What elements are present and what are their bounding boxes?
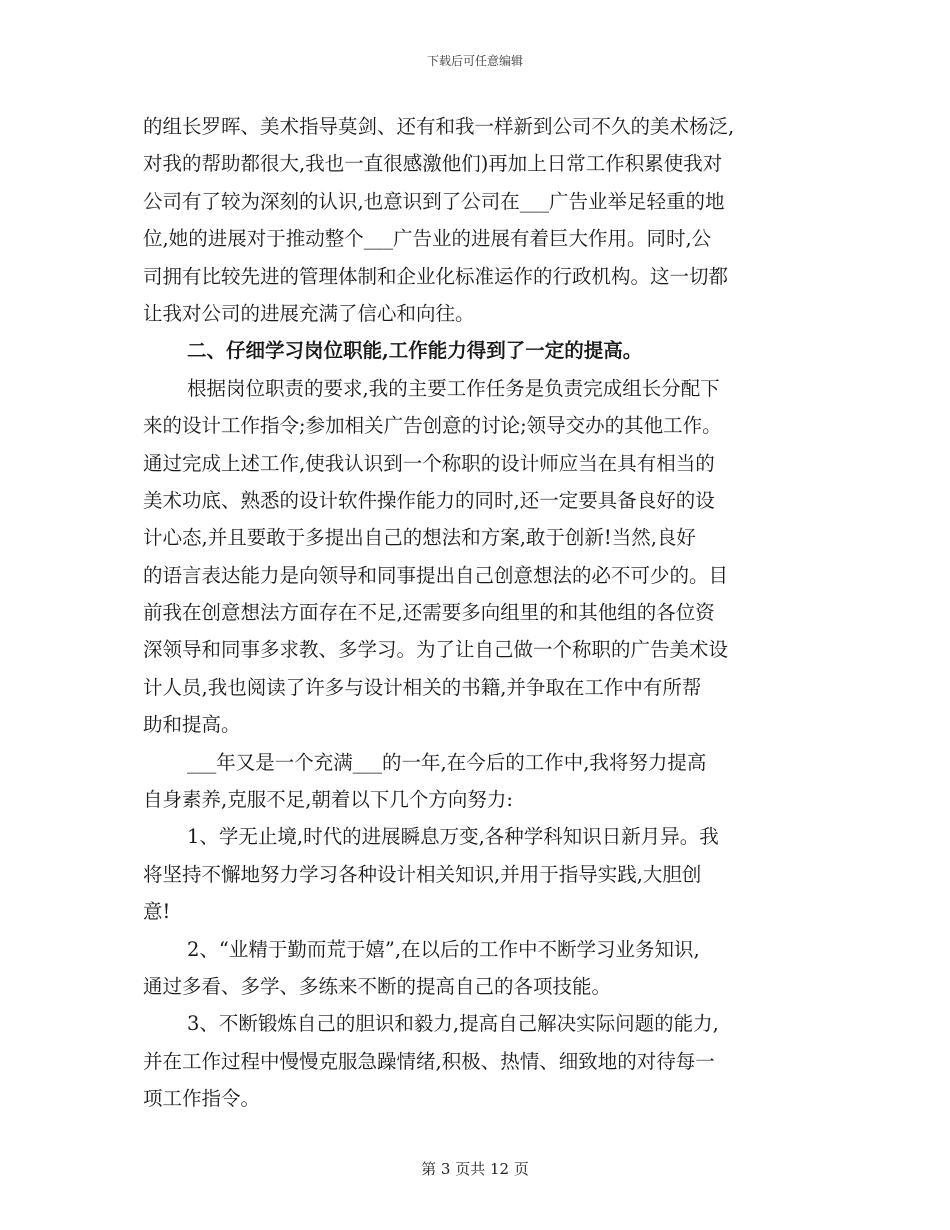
text-line: 计心态,并且要敢于多提出自己的想法和方案,敢于创新!当然,良好 [143,526,696,550]
text-line: ___年又是一个充满___的一年,在今后的工作中,我将努力提高 [187,750,707,774]
text-line: 根据岗位职责的要求,我的主要工作任务是负责完成组长分配下 [187,376,720,400]
text-line: 深领导和同事多求教、多学习。为了让自己做一个称职的广告美术设 [143,638,729,662]
text-line: 项工作指令。 [143,1087,261,1111]
text-line: 来的设计工作指令;参加相关广告创意的讨论;领导交办的其他工作。 [143,414,722,438]
text-line: 位,她的进展对于推动整个___广告业的进展有着巨大作用。同时,公 [143,227,712,251]
text-line: 1、学无止境,时代的进展瞬息万变,各种学科知识日新月异。我 [187,825,719,849]
text-line: 2、“业精于勤而荒于嬉”,在以后的工作中不断学习业务知识, [187,937,700,961]
text-line: 助和提高。 [143,713,241,737]
page-header: 下载后可任意编辑 [426,54,523,68]
text-line: 让我对公司的进展充满了信心和向往。 [143,301,475,325]
text-line: 司拥有比较先进的管理体制和企业化标准运作的行政机构。这一切都 [143,264,729,288]
text-line: 将坚持不懈地努力学习各种设计相关知识,并用于指导实践,大胆创 [143,862,702,886]
text-line: 意! [143,900,171,924]
text-line: 计人员,我也阅读了许多与设计相关的书籍,并争取在工作中有所帮 [143,675,702,699]
text-line: 的语言表达能力是向领导和同事提出自己创意想法的必不可少的。目 [143,563,729,587]
document-body [143,108,811,1118]
text-line: 并在工作过程中慢慢克服急躁情绪,积极、热情、细致地的对待每一 [143,1049,715,1073]
text-line: 自身素养,克服不足,朝着以下几个方向努力: [143,788,513,812]
text-line: 前我在创意想法方面存在不足,还需要多向组里的和其他组的各位资 [143,601,715,625]
text-line: 美术功底、熟悉的设计软件操作能力的同时,还一定要具备良好的设 [143,488,715,512]
text-line: 通过多看、多学、多练来不断的提高自己的各项技能。 [143,974,612,998]
text-line: 对我的帮助都很大,我也一直很感激他们)再加上日常工作积累使我对 [143,152,723,176]
text-line: 公司有了较为深刻的认识,也意识到了公司在___广告业举足轻重的地 [143,189,725,213]
text-line: 的组长罗晖、美术指导莫剑、还有和我一样新到公司不久的美术杨泛, [143,115,735,138]
text-line: 3、不断锻炼自己的胆识和毅力,提高自己解决实际问题的能力, [187,1012,719,1036]
section-heading: 二、仔细学习岗位职能,工作能力得到了一定的提高。 [187,339,643,363]
page-footer: 第 3 页共 12 页 [421,1160,529,1178]
text-line: 通过完成上述工作,使我认识到一个称职的设计师应当在具有相当的 [143,451,715,475]
